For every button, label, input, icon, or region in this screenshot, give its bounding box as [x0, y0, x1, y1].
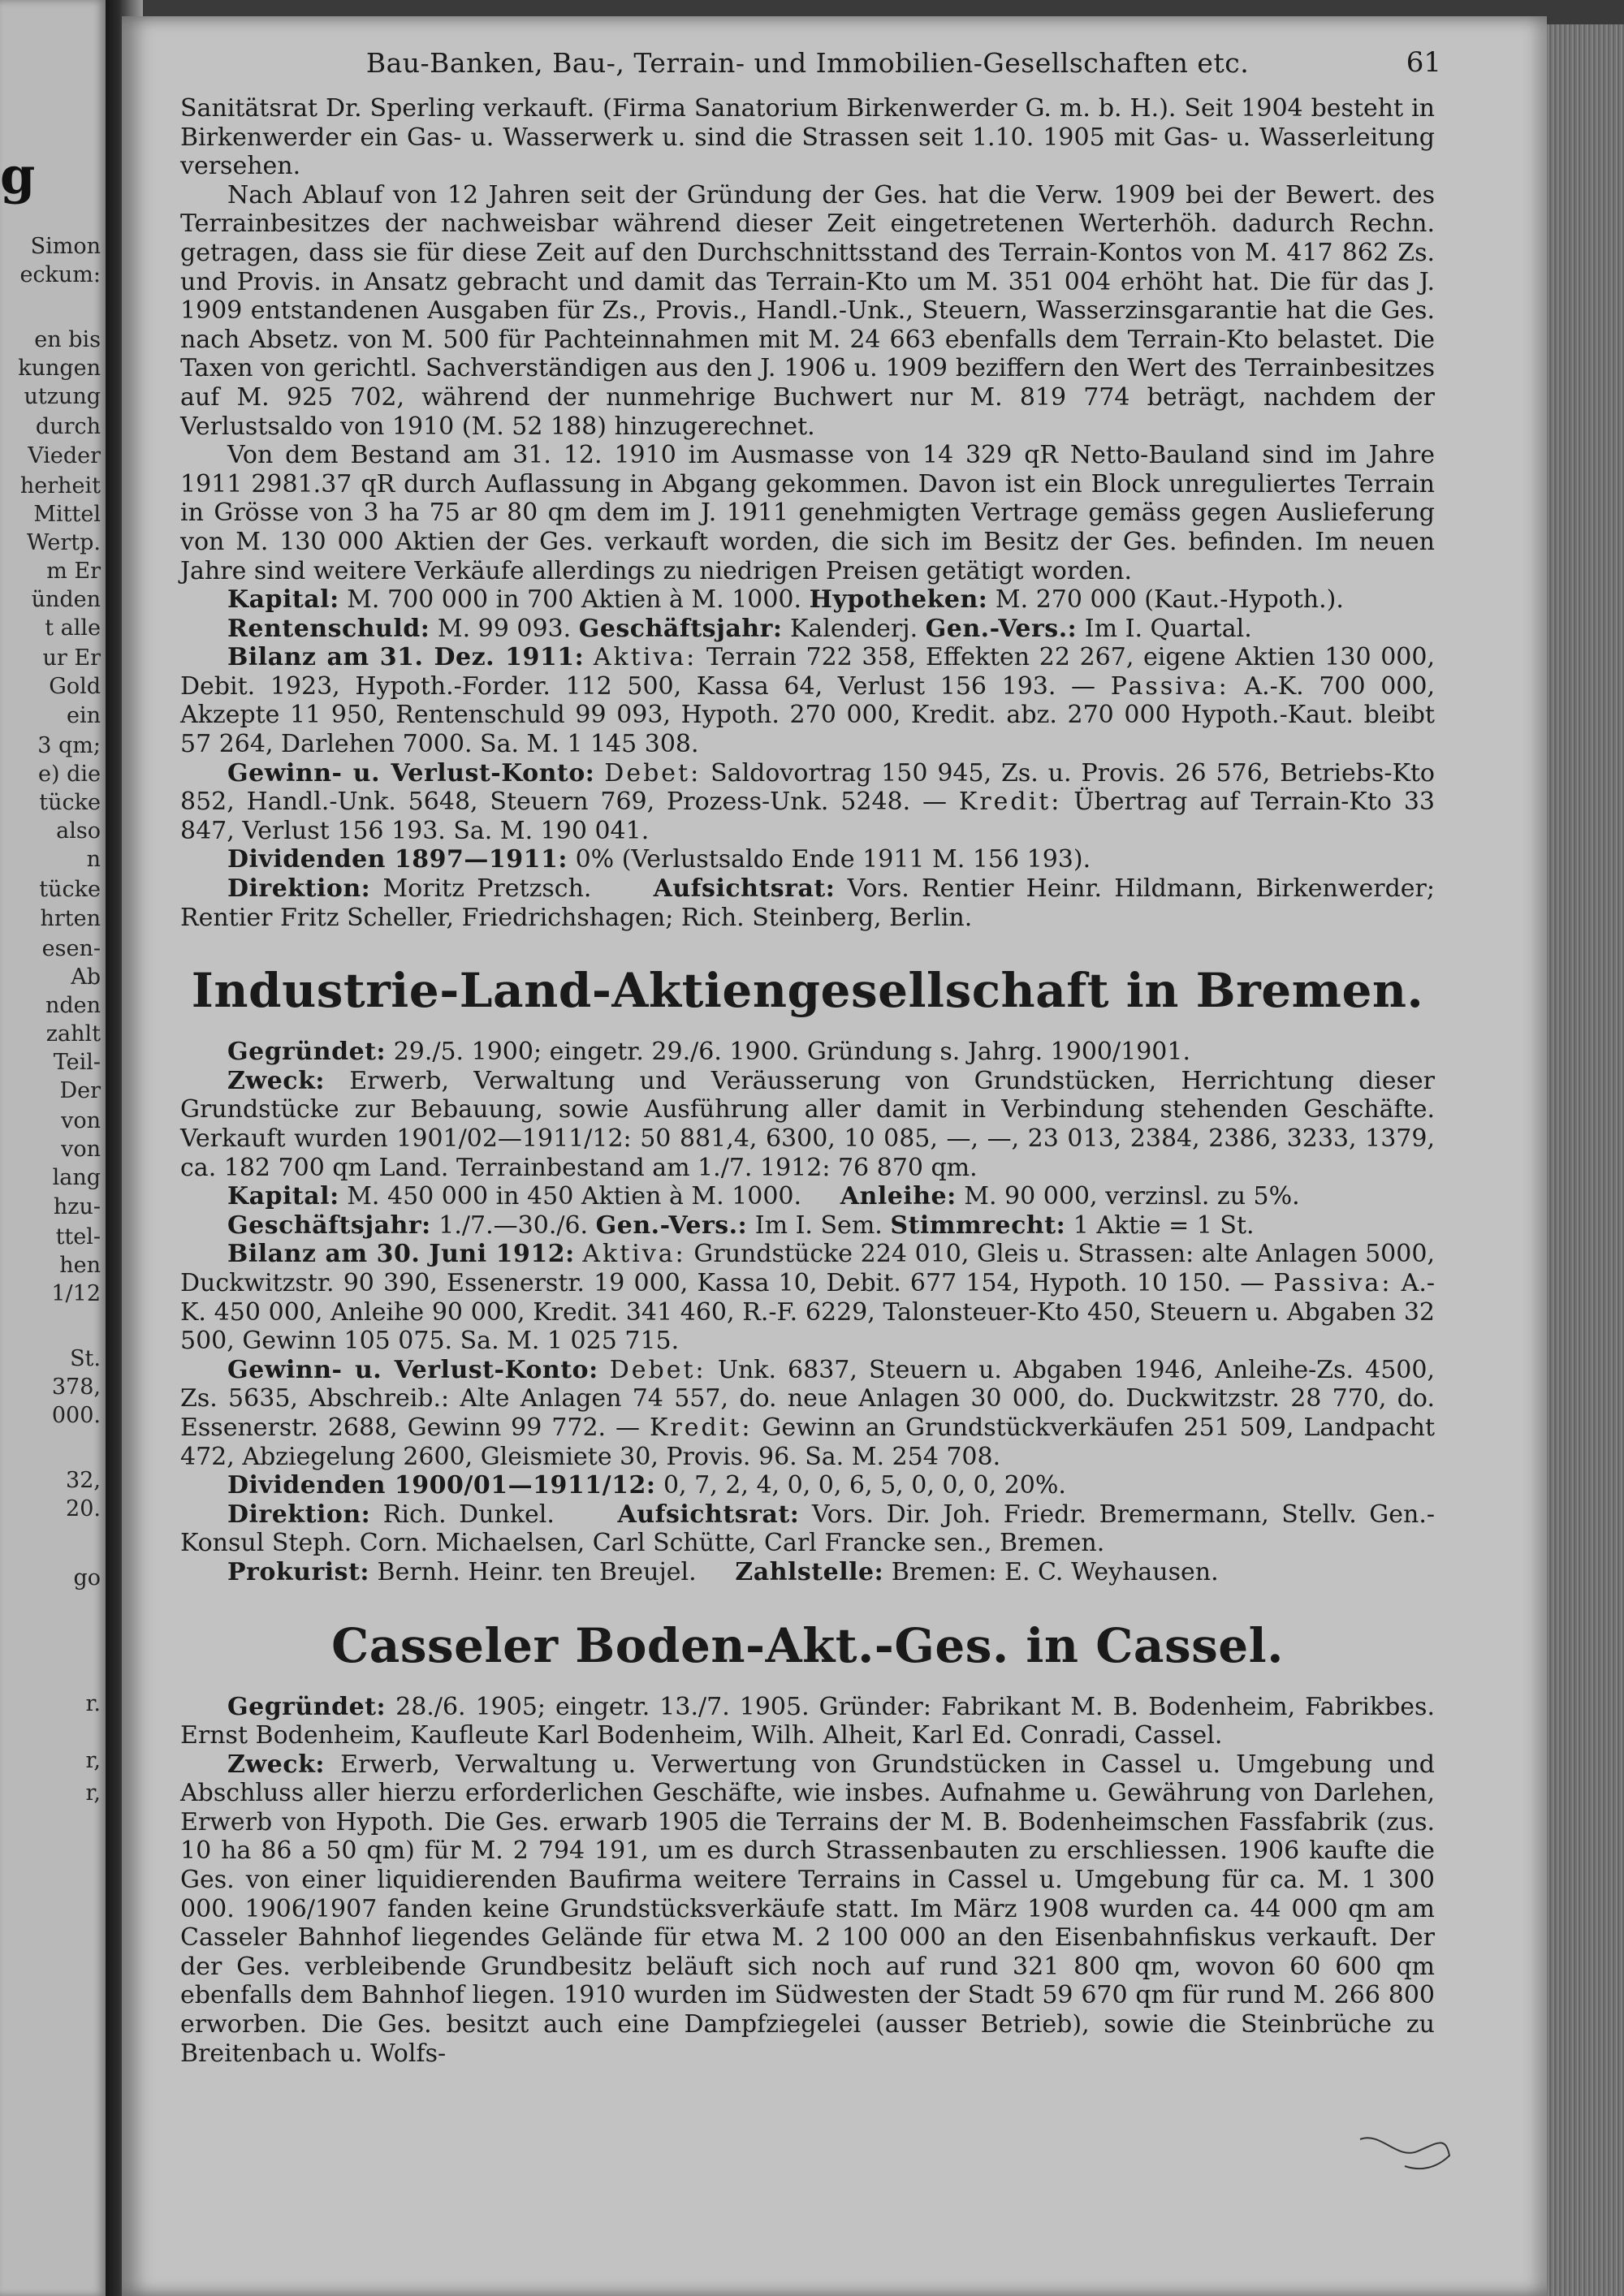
aufsichtsrat-text: Vors. Dir. Joh. Friedr. Bremermann, Stellv. Gen.-Konsul Steph. Corn. Michaelsen, Carl Schütte, Carl Francke sen., Bremen.	[180, 1500, 1436, 1558]
debet-word: Debet:	[609, 1355, 706, 1384]
aufsichtsrat-text: Vors. Rentier Heinr. Hildmann, Birkenwerder; Rentier Fritz Scheller, Friedrichshagen; Rich. Steinberg, Berlin.	[180, 874, 1435, 932]
gegruendet-text: 28./6. 1905; eingetr. 13./7. 1905. Gründer: Fabrikant M. B. Bodenheim, Fabrikbes. Ernst Bodenheim, Kaufleute Karl Bodenheim, Wilh. Alheit, Karl Ed. Conradi, Cassel.	[180, 1692, 1435, 1750]
guv-label: Gewinn- u. Verlust-Konto:	[227, 758, 595, 788]
left-page-fragment: tücke	[39, 877, 101, 902]
left-page-fragment: Simon	[30, 234, 101, 259]
geschaeftsjahr-label: Geschäftsjahr:	[578, 614, 783, 643]
gegruendet-label: Gegründet:	[227, 1692, 387, 1721]
passiva-word: Passiva:	[1110, 671, 1229, 701]
debet-text: Unk. 6837, Steuern u. Abgaben 1946, Anleihe-Zs. 4500, Zs. 5635, Abschreib.: Alte Anlagen 74 557, do. neue Anlagen 30 000, do. Duckwitzstr. 28 770, do. Essenerstr. 2688, Gewinn 99 772. —	[180, 1355, 1436, 1442]
company2-zweck	[180, 1067, 1435, 1182]
gen-vers-label: Gen.-Vers.:	[925, 614, 1078, 643]
rentenschuld-label: Rentenschuld:	[227, 614, 430, 643]
left-page-fragment: von	[61, 1108, 101, 1133]
page-content	[180, 46, 1441, 2068]
previous-page-margin	[0, 0, 106, 2296]
bilanz-label: Bilanz am 30. Juni 1912:	[227, 1240, 575, 1269]
passiva-text: A.-K. 700 000, Akzepte 11 950, Rentenschuld 99 093, Hypoth. 270 000, Kredit. abz. 270 000 Hypoth.-Kaut. bleibt 57 264, Darlehen 7000. Sa. M. 1 145 308.	[180, 671, 1436, 759]
company1-dividenden	[180, 845, 1435, 874]
zweck-label: Zweck:	[227, 1750, 325, 1779]
left-page-fragment: lang	[52, 1165, 101, 1190]
left-page-fragment: ur Er	[42, 645, 101, 671]
debet-word: Debet:	[604, 758, 702, 788]
gegruendet-label: Gegründet:	[227, 1038, 387, 1067]
left-page-fragment: 1/12	[51, 1281, 101, 1306]
continuation-paragraph-2: Nach Ablauf von 12 Jahren seit der Gründung der Ges. hat die Verw. 1909 bei der Bewert. des Terrainbesitzes der nachweisbar während dieser Zeit eingetretenen Werterhöh. dadurch Rechn. getragen, dass sie für diese Zeit auf den Durchschnittsstand des Terrain-Kontos von M. 417 862 Zs. und Provis. in Ansatz gebracht und damit das Terrain-Kto um M. 351 004 erhöht hat. Die für das J. 1909 entstandenen Ausgaben für Zs., Provis., Handl.-Unk., Steuern, Wasserzinsgarantie hat die Ges. nach Absetz. von M. 500 für Pachteinnahmen mit M. 24 663 ebenfalls dem Terrain-Kto belastet. Die Taxen von gerichtl. Sachverständigen aus den J. 1906 u. 1909 beziffern den Wert des Terrainbesitzes auf M. 925 702, während der nunmehrige Buchwert nur M. 819 774 beträgt, nachdem der Verlustsaldo von 1910 (M. 52 188) hinzugerechnet.	[180, 180, 1435, 441]
geschaeftsjahr-text: Kalenderj.	[790, 614, 918, 643]
aktiva-text: Grundstücke 224 010, Gleis u. Strassen: alte Anlagen 5000, Duckwitzstr. 90 390, Essenerstr. 19 000, Kassa 10, Debit. 677 154, Hypoth. 10 150. —	[180, 1240, 1435, 1297]
company1-direktion	[180, 874, 1435, 932]
left-page-fragment: zahlt	[45, 1021, 101, 1047]
left-page-fragment: 000.	[51, 1403, 101, 1428]
debet-text: Saldovortrag 150 945, Zs. u. Provis. 26 576, Betriebs-Kto 852, Handl.-Unk. 5648, Steuern 769, Prozess-Unk. 5248. —	[180, 758, 1435, 817]
company2-geschaeftsjahr	[180, 1211, 1435, 1241]
kredit-word: Kredit:	[958, 788, 1062, 817]
zweck-label: Zweck:	[227, 1066, 325, 1095]
direktion-text: Rich. Dunkel.	[382, 1500, 555, 1529]
left-page-fragment: St.	[70, 1346, 101, 1371]
company2-guv	[180, 1356, 1435, 1471]
company1-bilanz	[180, 643, 1435, 758]
company3-details	[180, 1693, 1435, 2069]
gen-vers-label: Gen.-Vers.:	[595, 1211, 748, 1240]
guv-label: Gewinn- u. Verlust-Konto:	[227, 1355, 598, 1384]
direktion-label: Direktion:	[227, 1500, 371, 1529]
company1-capital-line	[180, 585, 1435, 615]
direktion-label: Direktion:	[227, 874, 371, 904]
left-page-fragment: Wertp.	[26, 530, 101, 555]
page-number: 61	[1406, 46, 1441, 79]
left-page-fragment: hen	[59, 1253, 101, 1278]
aktiva-text: Terrain 722 358, Effekten 22 267, eigene Aktien 130 000, Debit. 1923, Hypoth.-Forder. 112 500, Kassa 64, Verlust 156 193. —	[180, 643, 1435, 701]
kapital-text: M. 450 000 in 450 Aktien à M. 1000.	[347, 1182, 802, 1211]
left-page-fragment: r.	[85, 1691, 101, 1716]
company2-kapital	[180, 1182, 1435, 1211]
stimmrecht-text: 1 Aktie = 1 St.	[1073, 1211, 1255, 1240]
left-page-fragment: 378,	[51, 1375, 101, 1400]
aufsichtsrat-label: Aufsichtsrat:	[617, 1500, 800, 1529]
aktiva-word: Aktiva:	[593, 643, 698, 672]
gen-vers-text: Im I. Sem.	[754, 1211, 883, 1240]
left-page-fragment: en bis	[34, 327, 101, 352]
zweck-text: Erwerb, Verwaltung und Veräusserung von Grundstücken, Herrichtung dieser Grundstücke zur Bebauung, sowie Ausführung aller damit in Verbindung stehenden Geschäfte. Verkauft wurden 1901/02—1911/12: 50 881,4, 6300, 10 085, —, —, 23 013, 2384, 2386, 3233, 1379, ca. 182 700 qm Land. Terrainbestand am 1./7. 1912: 76 870 qm.	[180, 1066, 1435, 1182]
company1-details	[180, 585, 1435, 932]
dividenden-label: Dividenden 1900/01—1911/12:	[227, 1471, 656, 1500]
left-page-fragment: m Er	[46, 559, 101, 584]
company1-rentenschuld-line	[180, 615, 1435, 644]
left-page-fragment: Teil-	[53, 1050, 101, 1075]
left-page-fragment: hrten	[40, 906, 101, 931]
company2-details	[180, 1038, 1435, 1586]
left-page-fragment: Gold	[49, 674, 101, 699]
stimmrecht-label: Stimmrecht:	[890, 1211, 1066, 1240]
left-page-fragment: ünden	[31, 587, 101, 612]
left-page-fragment: r,	[85, 1748, 101, 1773]
left-page-fragment: 20.	[66, 1496, 101, 1521]
zweck-text: Erwerb, Verwaltung u. Verwertung von Grundstücken in Cassel u. Umgebung und Abschluss aller hierzu erforderlichen Geschäfte, wie insbes. Aufnahme u. Gewährung von Darlehen, Erwerb von Hypoth. Die Ges. erwarb 1905 die Terrains der M. B. Bodenheimschen Fassfabrik (zus. 10 ha 86 a 50 qm) für M. 2 794 191, um es durch Strassenbauten zu erschliessen. 1906 kaufte die Ges. von einer liquidierenden Baufirma weitere Terrains in Cassel u. Umgebung für ca. M. 1 300 000. 1906/1907 fanden keine Grundstücksverkäufe statt. Im März 1908 wurden ca. 44 000 qm am Casseler Bahnhof liegendes Gelände für etwa M. 2 100 000 an den Eisenbahnfiskus verkauft. Der der Ges. verbleibende Grundbesitz beläuft sich noch auf rund 321 800 qm, wovon 60 600 qm ebenfalls dem Bahnhof liegen. 1910 wurden im Südwesten der Stadt 59 670 qm für rund M. 266 800 erworben. Die Ges. besitzt auch eine Dampfziegelei (ausser Betrieb), sowie die Steinbrüche zu Breitenbach u. Wolfs-	[180, 1750, 1435, 2068]
left-page-fragment: go	[73, 1565, 101, 1590]
left-page-fragment: Der	[59, 1078, 101, 1103]
company1-guv	[180, 759, 1435, 846]
hypotheken-label: Hypotheken:	[809, 585, 988, 615]
passiva-word: Passiva:	[1273, 1268, 1393, 1297]
continuation-paragraph-1: Sanitätsrat Dr. Sperling verkauft. (Firma Sanatorium Birkenwerder G. m. b. H.). Seit 1904 besteht in Birkenwerder ein Gas- u. Wasserwerk u. sind die Strassen seit 1.10. 1905 mit Gas- u. Wasserleitung versehen.	[180, 94, 1435, 181]
left-page-fragment: durch	[35, 414, 101, 439]
company3-zweck	[180, 1750, 1435, 2069]
hypotheken-text: M. 270 000 (Kaut.-Hypoth.).	[995, 585, 1344, 615]
left-page-fragment: Mittel	[33, 502, 101, 527]
left-page-fragment: t alle	[45, 615, 101, 641]
left-page-fragment: hzu-	[53, 1194, 101, 1219]
left-page-fragment: kungen	[18, 356, 101, 381]
company2-gegruendet	[180, 1038, 1435, 1067]
dividenden-text: 0% (Verlustsaldo Ende 1911 M. 156 193).	[575, 845, 1091, 874]
company2-direktion	[180, 1500, 1435, 1558]
kredit-text: Übertrag auf Terrain-Kto 33 847, Verlust 156 193. Sa. M. 190 041.	[180, 788, 1435, 845]
left-page-fragment: 32,	[66, 1468, 101, 1493]
left-page-fragment: ein	[66, 703, 101, 728]
page-edge	[1547, 24, 1624, 2296]
left-page-fragment: 3 qm;	[37, 733, 101, 758]
aktiva-word: Aktiva:	[582, 1240, 686, 1269]
company2-dividenden	[180, 1471, 1435, 1500]
kapital-label: Kapital:	[227, 1182, 339, 1211]
company3-heading: Casseler Boden-Akt.-Ges. in Cassel.	[331, 1617, 1284, 1673]
left-page-fragment: tücke	[39, 790, 101, 815]
company2-bilanz	[180, 1240, 1435, 1355]
direktion-text: Moritz Pretzsch.	[382, 874, 592, 904]
prokurist-label: Prokurist:	[227, 1557, 369, 1586]
prokurist-text: Bernh. Heinr. ten Breujel.	[377, 1557, 697, 1586]
company2-prokurist	[180, 1558, 1435, 1587]
rentenschuld-text: M. 99 093.	[437, 614, 572, 643]
gen-vers-text: Im I. Quartal.	[1084, 614, 1252, 643]
anleihe-text: M. 90 000, verzinsl. zu 5%.	[964, 1182, 1300, 1211]
zahlstelle-label: Zahlstelle:	[735, 1557, 884, 1586]
running-title: Bau-Banken, Bau-, Terrain- und Immobilien-Gesellschaften etc.	[365, 47, 1250, 79]
kredit-text: Gewinn an Grundstückverkäufen 251 509, Landpacht 472, Abziegelung 2600, Gleismiete 30, Provis. 96. Sa. M. 254 708.	[180, 1413, 1436, 1471]
left-page-fragment: herheit	[19, 473, 101, 498]
passiva-text: A.-K. 450 000, Anleihe 90 000, Kredit. 341 460, R.-F. 6229, Talonsteuer-Kto 450, Steuern u. Abgaben 32 500, Gewinn 105 075. Sa. M. 1 025 715.	[180, 1268, 1436, 1356]
kapital-label: Kapital:	[227, 585, 339, 615]
continuation-paragraph-3: Von dem Bestand am 31. 12. 1910 im Ausmasse von 14 329 qR Netto-Bauland sind im Jahre 1911 2981.37 qR durch Auflassung in Abgang gekommen. Davon ist ein Block unreguliertes Terrain in Grösse von 3 ha 75 ar 80 qm dem im J. 1911 genehmigten Vertrage gemäss gegen Auslieferung von M. 130 000 Aktien der Ges. verkauft worden, die sich im Besitz der Ges. befinden. Im neuen Jahre sind weitere Verkäufe allerdings zu niedrigen Preisen getätigt worden.	[180, 441, 1435, 585]
left-page-fragment: von	[61, 1137, 101, 1162]
kredit-word: Kredit:	[649, 1413, 753, 1442]
gegruendet-text: 29./5. 1900; eingetr. 29./6. 1900. Gründung s. Jahrg. 1900/1901.	[393, 1038, 1191, 1067]
left-page-fragment: r,	[85, 1780, 101, 1806]
aufsichtsrat-label: Aufsichtsrat:	[653, 874, 836, 904]
running-head	[180, 46, 1441, 94]
left-page-fragment: n	[86, 847, 101, 872]
kapital-text: M. 700 000 in 700 Aktien à M. 1000.	[347, 585, 802, 615]
left-page-fragment: utzung	[24, 384, 101, 409]
left-page-fragment: Vieder	[28, 443, 101, 468]
left-page-fragment: e) die	[38, 762, 101, 787]
left-page-fragment: Ab	[71, 965, 101, 990]
dividenden-label: Dividenden 1897—1911:	[227, 845, 568, 874]
zahlstelle-text: Bremen: E. C. Weyhausen.	[891, 1557, 1219, 1586]
left-page-fragment: eckum:	[19, 262, 101, 287]
left-page-fragment: esen-	[41, 936, 101, 961]
left-page-fragment: nden	[45, 993, 101, 1018]
bilanz-label: Bilanz am 31. Dez. 1911:	[227, 643, 585, 672]
left-page-letter: g	[0, 146, 36, 205]
left-page-fragment: also	[56, 818, 101, 844]
anleihe-label: Anleihe:	[840, 1182, 957, 1211]
company2-heading: Industrie-Land-Aktiengesellschaft in Bremen.	[191, 963, 1424, 1019]
left-page-fragment: ttel-	[55, 1224, 101, 1249]
geschaeftsjahr-text: 1./7.—30./6.	[438, 1211, 589, 1240]
company3-gegruendet	[180, 1693, 1435, 1750]
pencil-mark-icon	[1356, 2127, 1453, 2176]
dividenden-text: 0, 7, 2, 4, 0, 0, 6, 5, 0, 0, 0, 20%.	[663, 1471, 1066, 1500]
geschaeftsjahr-label: Geschäftsjahr:	[227, 1211, 431, 1240]
